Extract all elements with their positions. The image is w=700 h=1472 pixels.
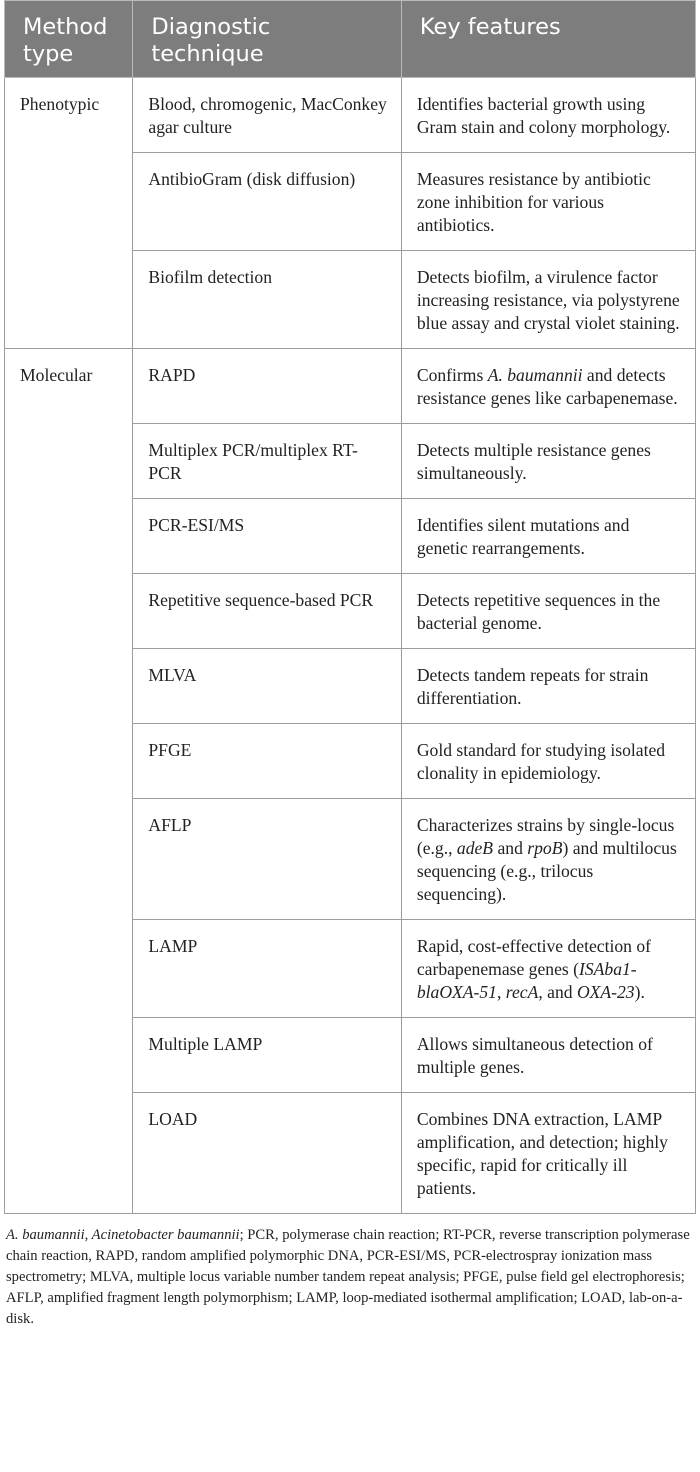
features-text: ) and multilocus sequencing (e.g., trilocus sequencing). [416, 838, 677, 904]
features-cell [401, 920, 695, 1018]
features-text: Detects tandem repeats for strain differentiation. [416, 665, 649, 708]
features-text: Detects multiple resistance genes simultaneously. [416, 440, 651, 483]
features-cell [401, 1018, 695, 1093]
italic-term: ISAba1-blaOXA-51 [416, 959, 637, 1002]
features-cell [401, 499, 695, 574]
features-text: Confirms [416, 365, 488, 385]
features-text: and [493, 838, 528, 858]
footnote-lead: A. baumannii, Acinetobacter baumannii [6, 1227, 240, 1243]
technique-cell: AntibioGram (disk diffusion) [133, 153, 401, 251]
technique-cell: RAPD [133, 349, 401, 424]
features-text: Combines DNA extraction, LAMP amplification, and detection; highly specific, rapid for critically ill patients. [416, 1109, 668, 1198]
technique-cell: AFLP [133, 799, 401, 920]
features-text: Detects biofilm, a virulence factor increasing resistance, via polystyrene blue assay and crystal violet staining. [416, 267, 680, 333]
technique-cell: Multiplex PCR/multiplex RT-PCR [133, 424, 401, 499]
technique-cell: PCR-ESI/MS [133, 499, 401, 574]
features-text: Characterizes strains by single-locus (e.g., [416, 815, 675, 858]
features-cell [401, 649, 695, 724]
header-row [5, 1, 696, 78]
features-text: and detects resistance genes like carbapenemase. [416, 365, 678, 408]
italic-term: adeB [456, 838, 494, 858]
technique-cell: Multiple LAMP [133, 1018, 401, 1093]
features-text: , [496, 982, 506, 1002]
italic-term: OXA-23 [576, 982, 635, 1002]
italic-term: A. baumannii [487, 365, 583, 385]
features-cell [401, 799, 695, 920]
method-type-cell: Molecular [5, 349, 133, 1214]
technique-cell: LOAD [133, 1093, 401, 1214]
footnote-rest: ; PCR, polymerase chain reaction; RT-PCR, reverse transcription polymerase chain reaction, RAPD, random amplified polymorphic DNA, PCR-ESI/MS, PCR-electrospray ionization mass spectrometry; MLVA, multiple locus variable number tandem repeat analysis; PFGE, pulse field gel electrophoresis; AFLP, amplified fragment length polymorphism; LAMP, loop-mediated isothermal amplification; LOAD, lab-on-a-disk. [6, 1227, 690, 1327]
header-key-features: Key features [401, 1, 695, 78]
table-row [5, 349, 696, 424]
features-cell [401, 1093, 695, 1214]
features-text: Identifies silent mutations and genetic rearrangements. [416, 515, 630, 558]
features-cell [401, 78, 695, 153]
features-cell [401, 574, 695, 649]
technique-cell: MLVA [133, 649, 401, 724]
technique-cell: PFGE [133, 724, 401, 799]
header-diagnostic-technique: Diagnostic technique [133, 1, 401, 78]
features-text: Detects repetitive sequences in the bacterial genome. [416, 590, 661, 633]
table-body [5, 78, 696, 1214]
technique-cell: Repetitive sequence-based PCR [133, 574, 401, 649]
features-text: Gold standard for studying isolated clonality in epidemiology. [416, 740, 666, 783]
features-cell [401, 424, 695, 499]
technique-cell: Blood, chromogenic, MacConkey agar culture [133, 78, 401, 153]
technique-cell: Biofilm detection [133, 251, 401, 349]
features-cell [401, 349, 695, 424]
features-text: Measures resistance by antibiotic zone inhibition for various antibiotics. [416, 169, 651, 235]
features-text: , and [538, 982, 577, 1002]
features-cell [401, 724, 695, 799]
table-footnote [4, 1214, 696, 1330]
features-text: Rapid, cost-effective detection of carbapenemase genes ( [416, 936, 652, 979]
features-text: ). [634, 982, 645, 1002]
features-text: Allows simultaneous detection of multiple genes. [416, 1034, 653, 1077]
header-method-type: Method type [5, 1, 133, 78]
italic-term: recA [505, 982, 539, 1002]
table-row [5, 78, 696, 153]
method-type-cell: Phenotypic [5, 78, 133, 349]
features-cell [401, 153, 695, 251]
italic-term: rpoB [527, 838, 563, 858]
table-container [4, 0, 696, 1330]
features-text: Identifies bacterial growth using Gram stain and colony morphology. [416, 94, 671, 137]
table-header [5, 1, 696, 78]
technique-cell: LAMP [133, 920, 401, 1018]
methods-table [4, 0, 696, 1214]
features-cell [401, 251, 695, 349]
